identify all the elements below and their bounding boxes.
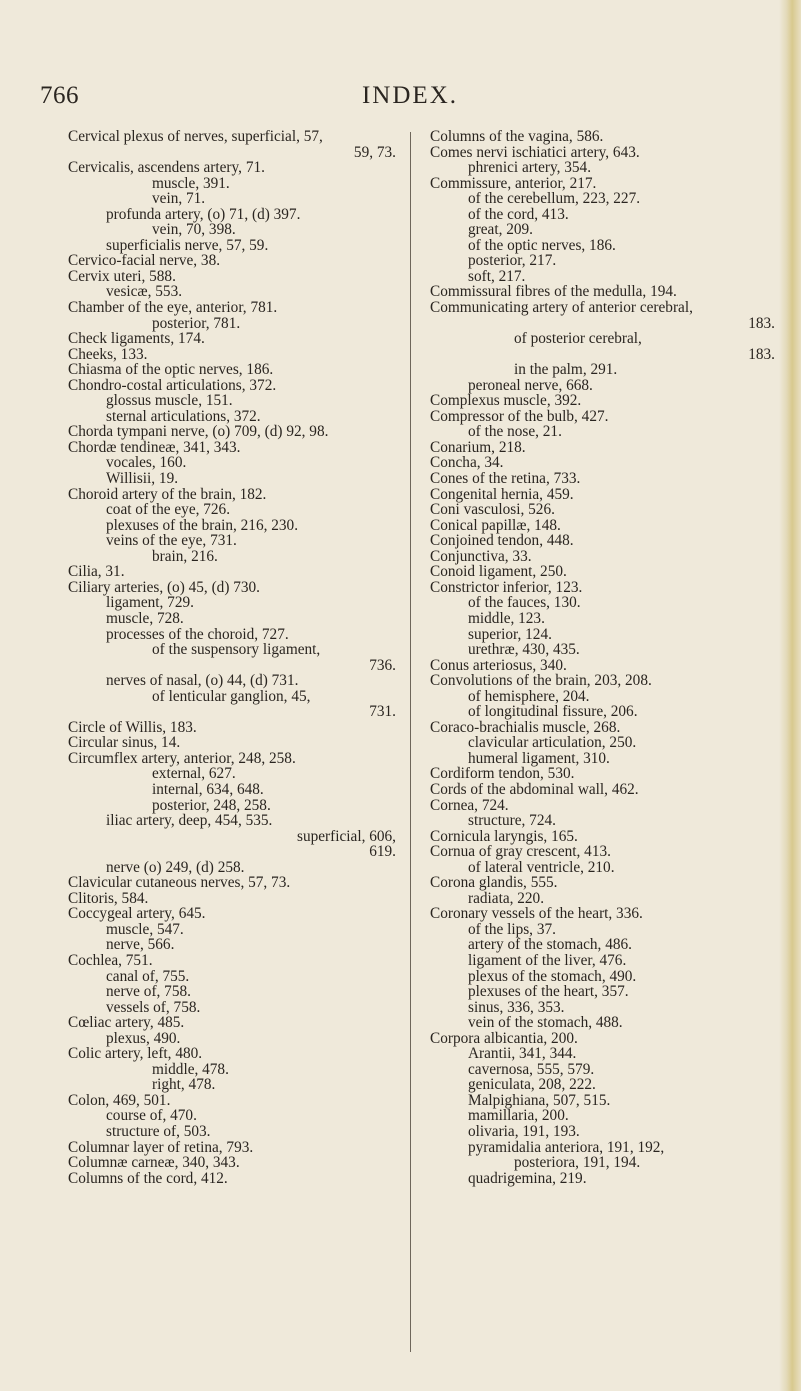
index-entry: Convolutions of the brain, 203, 208. xyxy=(430,672,652,690)
index-entry: Cheeks, 133. xyxy=(68,345,148,363)
index-entry: of the cerebellum, 223, 227. xyxy=(468,190,641,208)
index-entry: Congenital hernia, 459. xyxy=(430,485,574,503)
index-entry: middle, 478. xyxy=(152,1060,229,1078)
index-entry: Cœliac artery, 485. xyxy=(68,1014,185,1032)
index-entry: Check ligaments, 174. xyxy=(68,330,205,348)
index-entry: Chondro-costal articulations, 372. xyxy=(68,376,277,394)
index-entry: Conjoined tendon, 448. xyxy=(430,532,574,550)
index-entry: great, 209. xyxy=(468,221,533,239)
index-entry: of the lips, 37. xyxy=(468,920,556,938)
index-entry: 59, 73. xyxy=(353,143,396,161)
index-entry: plexuses of the brain, 216, 230. xyxy=(106,516,299,534)
index-entry: plexuses of the heart, 357. xyxy=(468,983,629,1001)
index-entry: posterior, 217. xyxy=(468,252,557,270)
index-entry: 183. xyxy=(748,314,775,332)
index-entry: 731. xyxy=(369,703,396,721)
index-entry: of lateral ventricle, 210. xyxy=(468,858,615,876)
index-entry: Conoid ligament, 250. xyxy=(430,563,567,581)
index-entry: Chorda tympani nerve, (o) 709, (d) 92, 98. xyxy=(68,423,329,441)
index-entry: soft, 217. xyxy=(468,267,526,285)
index-entry: vocales, 160. xyxy=(106,454,187,472)
index-entry: of the optic nerves, 186. xyxy=(468,236,616,254)
index-entry: Corona glandis, 555. xyxy=(430,874,558,892)
index-entry: glossus muscle, 151. xyxy=(106,392,233,410)
index-entry: Columns of the cord, 412. xyxy=(68,1169,228,1187)
index-entry: Cornea, 724. xyxy=(430,796,509,814)
index-entry: ligament, 729. xyxy=(106,594,194,612)
index-entry: Columnar layer of retina, 793. xyxy=(68,1138,254,1156)
index-entry: Colon, 469, 501. xyxy=(68,1091,171,1109)
index-entry: Ciliary arteries, (o) 45, (d) 730. xyxy=(68,578,261,596)
index-entry: Cornua of gray crescent, 413. xyxy=(430,843,611,861)
index-entry: Corpora albicantia, 200. xyxy=(430,1029,578,1047)
index-entry: Cones of the retina, 733. xyxy=(430,470,581,488)
index-entry: internal, 634, 648. xyxy=(152,780,264,798)
index-entry: coat of the eye, 726. xyxy=(106,501,231,519)
index-entry: Chordæ tendineæ, 341, 343. xyxy=(68,438,241,456)
index-entry: Cornicula laryngis, 165. xyxy=(430,827,578,845)
index-entry: Conical papillæ, 148. xyxy=(430,516,561,534)
index-entry: vein of the stomach, 488. xyxy=(468,1014,623,1032)
index-entry: Willisii, 19. xyxy=(106,470,179,488)
index-entry: 736. xyxy=(369,656,396,674)
index-entry: Concha, 34. xyxy=(430,454,504,472)
index-entry: middle, 123. xyxy=(468,609,545,627)
index-entry: iliac artery, deep, 454, 535. xyxy=(106,812,273,830)
index-entry: muscle, 547. xyxy=(106,920,184,938)
index-entry: urethræ, 430, 435. xyxy=(468,641,580,659)
index-entry: olivaria, 191, 193. xyxy=(468,1123,580,1140)
index-entry: Cervico-facial nerve, 38. xyxy=(68,252,221,270)
index-entry: of the nose, 21. xyxy=(468,423,562,441)
index-entry: of posterior cerebral, xyxy=(514,330,642,348)
index-entry: humeral ligament, 310. xyxy=(468,749,610,767)
index-entry: Arantii, 341, 344. xyxy=(468,1045,577,1063)
index-entry: clavicular articulation, 250. xyxy=(468,734,637,752)
index-entry: of lenticular ganglion, 45, xyxy=(152,687,311,705)
index-entry: right, 478. xyxy=(152,1076,216,1094)
index-entry: Cervicalis, ascendens artery, 71. xyxy=(68,159,265,177)
index-entry: of hemisphere, 204. xyxy=(468,687,590,705)
index-entry: Commissure, anterior, 217. xyxy=(430,174,597,192)
index-entry: Conjunctiva, 33. xyxy=(430,547,532,565)
index-entry: of the fauces, 130. xyxy=(468,594,581,612)
index-entry: Coni vasculosi, 526. xyxy=(430,501,555,519)
index-entry: Conarium, 218. xyxy=(430,438,526,456)
index-entry: Circle of Willis, 183. xyxy=(68,718,197,736)
index-entry: vessels of, 758. xyxy=(106,998,201,1016)
index-entry: vesicæ, 553. xyxy=(106,283,183,301)
index-entry: Cervix uteri, 588. xyxy=(68,267,176,285)
index-entry: external, 627. xyxy=(152,765,236,783)
index-column-right xyxy=(430,129,775,1186)
index-entry: nerves of nasal, (o) 44, (d) 731. xyxy=(106,672,299,690)
index-entry: nerve (o) 249, (d) 258. xyxy=(106,858,245,876)
index-entry: processes of the choroid, 727. xyxy=(106,625,289,643)
index-entry: Malpighiana, 507, 515. xyxy=(468,1091,611,1109)
page-number: 766 xyxy=(40,82,79,109)
index-entry: nerve of, 758. xyxy=(106,983,191,1001)
index-entry: of the suspensory ligament, xyxy=(152,641,321,659)
index-entry: pyramidalia anteriora, 191, 192, xyxy=(468,1138,665,1156)
index-entry: phrenici artery, 354. xyxy=(468,159,592,177)
index-entry: Circular sinus, 14. xyxy=(68,734,181,752)
index-entry: course of, 470. xyxy=(106,1107,197,1125)
index-entry: superior, 124. xyxy=(468,625,552,643)
page-edge-shading xyxy=(779,0,801,1391)
index-entry: 619. xyxy=(369,843,396,861)
index-entry: structure, 724. xyxy=(468,812,556,830)
index-entry: sinus, 336, 353. xyxy=(468,998,565,1016)
index-entry: Choroid artery of the brain, 182. xyxy=(68,485,267,503)
index-entry: of the cord, 413. xyxy=(468,205,569,223)
index-entry: Commissural fibres of the medulla, 194. xyxy=(430,283,677,301)
index-entry: brain, 216. xyxy=(152,547,218,565)
page-title: INDEX. xyxy=(361,82,458,109)
index-entry: Compressor of the bulb, 427. xyxy=(430,407,609,425)
index-entry: posterior, 781. xyxy=(152,314,241,332)
index-entry: Colic artery, left, 480. xyxy=(68,1045,203,1063)
index-entry: Comes nervi ischiatici artery, 643. xyxy=(430,143,640,161)
index-entry: quadrigemina, 219. xyxy=(468,1169,587,1187)
index-entry: muscle, 391. xyxy=(152,174,230,192)
index-column-left xyxy=(68,129,396,1186)
index-entry: structure of, 503. xyxy=(106,1123,211,1140)
index-entry: Cordiform tendon, 530. xyxy=(430,765,575,783)
index-entry: 183. xyxy=(748,345,775,363)
index-entry: peroneal nerve, 668. xyxy=(468,376,593,394)
index-entry: ligament of the liver, 476. xyxy=(468,951,627,969)
index-entry: Conus arteriosus, 340. xyxy=(430,656,567,674)
index-entry: Cervical plexus of nerves, superficial, 57, xyxy=(68,128,323,145)
index-entry: Columnæ carneæ, 340, 343. xyxy=(68,1154,240,1172)
index-entry: Coronary vessels of the heart, 336. xyxy=(430,905,643,923)
index-entry: geniculata, 208, 222. xyxy=(468,1076,596,1094)
index-entry: Circumflex artery, anterior, 248, 258. xyxy=(68,749,296,767)
index-entry: Clitoris, 584. xyxy=(68,889,149,907)
index-entry: nerve, 566. xyxy=(106,936,175,954)
column-divider xyxy=(410,132,411,1352)
index-entry: Clavicular cutaneous nerves, 57, 73. xyxy=(68,874,291,892)
index-entry: vein, 71. xyxy=(152,190,206,208)
index-entry: Communicating artery of anterior cerebral, xyxy=(430,299,693,317)
index-entry: Cords of the abdominal wall, 462. xyxy=(430,780,639,798)
index-entry: plexus, 490. xyxy=(106,1029,181,1047)
index-entry: mamillaria, 200. xyxy=(468,1107,569,1125)
index-entry: Coraco-brachialis muscle, 268. xyxy=(430,718,621,736)
index-entry: Complexus muscle, 392. xyxy=(430,392,582,410)
index-entry: plexus of the stomach, 490. xyxy=(468,967,637,985)
index-entry: profunda artery, (o) 71, (d) 397. xyxy=(106,205,301,223)
index-entry: superficialis nerve, 57, 59. xyxy=(106,236,269,254)
index-entry: Coccygeal artery, 645. xyxy=(68,905,206,923)
index-entry: posterior, 248, 258. xyxy=(152,796,271,814)
index-entry: sternal articulations, 372. xyxy=(106,407,261,425)
index-entry: Columns of the vagina, 586. xyxy=(430,128,604,145)
index-entry: Constrictor inferior, 123. xyxy=(430,578,583,596)
index-entry: artery of the stomach, 486. xyxy=(468,936,632,954)
index-entry: Cochlea, 751. xyxy=(68,951,153,969)
index-entry: veins of the eye, 731. xyxy=(106,532,237,550)
page-header xyxy=(0,82,801,112)
index-entry: posteriora, 191, 194. xyxy=(514,1154,641,1172)
index-entry: cavernosa, 555, 579. xyxy=(468,1060,595,1078)
index-entry: Chiasma of the optic nerves, 186. xyxy=(68,361,274,379)
index-entry: superficial, 606, xyxy=(297,827,396,845)
index-entry: Cilia, 31. xyxy=(68,563,125,581)
index-entry: muscle, 728. xyxy=(106,609,184,627)
index-entry: in the palm, 291. xyxy=(514,361,618,379)
index-entry: radiata, 220. xyxy=(468,889,545,907)
index-entry: canal of, 755. xyxy=(106,967,190,985)
index-entry: Chamber of the eye, anterior, 781. xyxy=(68,299,278,317)
index-entry: vein, 70, 398. xyxy=(152,221,236,239)
index-entry: of longitudinal fissure, 206. xyxy=(468,703,638,721)
